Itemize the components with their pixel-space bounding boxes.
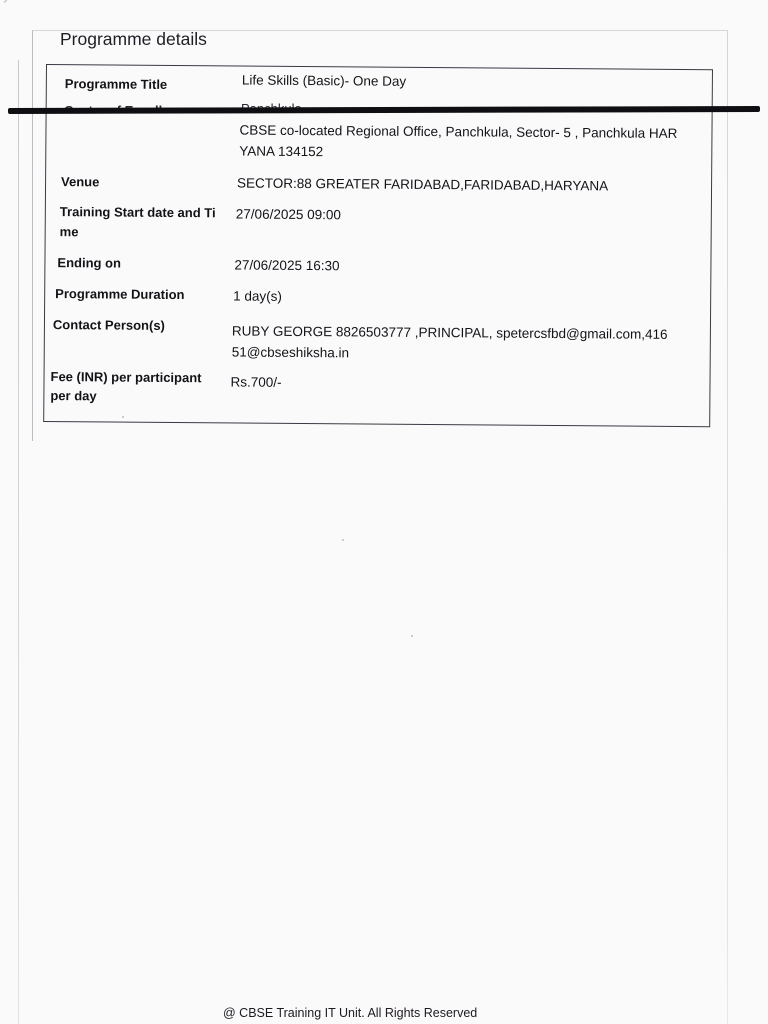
- page-edge-left: [18, 60, 19, 1024]
- centre-address-line1: CBSE co-located Regional Office, Panchkula, Sector- 5 , Panchkula HAR: [239, 122, 678, 141]
- training-start-label-line2: me: [59, 224, 79, 240]
- section-title: Programme details: [60, 29, 207, 49]
- scan-speck: [342, 539, 344, 541]
- page-corner-fold: [4, 0, 24, 3]
- training-start-value: 27/06/2025 09:00: [235, 206, 341, 223]
- programme-details-table: [43, 64, 713, 427]
- fee-label-line2: per day: [50, 388, 97, 404]
- scan-speck: [122, 416, 124, 418]
- contact-persons-value-line1: RUBY GEORGE 8826503777 ,PRINCIPAL, spetercsfbd@gmail.com,416: [231, 323, 668, 342]
- programme-duration-value: 1 day(s): [233, 288, 283, 304]
- ending-on-label: Ending on: [57, 255, 122, 271]
- programme-title-value: Life Skills (Basic)- One Day: [241, 72, 407, 89]
- page-edge-right: [727, 30, 728, 1024]
- scan-speck: [411, 635, 413, 637]
- centre-address-line2: YANA 134152: [239, 143, 324, 160]
- training-start-label-line1: Training Start date and Ti: [59, 204, 216, 221]
- programme-title-label: Programme Title: [64, 76, 168, 92]
- venue-label: Venue: [61, 174, 100, 190]
- fee-value: Rs.700/-: [230, 374, 282, 390]
- programme-duration-label: Programme Duration: [55, 286, 185, 303]
- contact-persons-label: Contact Person(s): [52, 317, 165, 333]
- fee-label-line1: Fee (INR) per participant: [50, 369, 202, 386]
- venue-value: SECTOR:88 GREATER FARIDABAD,FARIDABAD,HARYANA: [237, 175, 609, 194]
- footer-copyright: @ CBSE Training IT Unit. All Rights Reserved: [223, 1006, 478, 1020]
- contact-persons-value-line2: 51@cbseshiksha.in: [231, 344, 350, 361]
- ending-on-value: 27/06/2025 16:30: [234, 257, 340, 274]
